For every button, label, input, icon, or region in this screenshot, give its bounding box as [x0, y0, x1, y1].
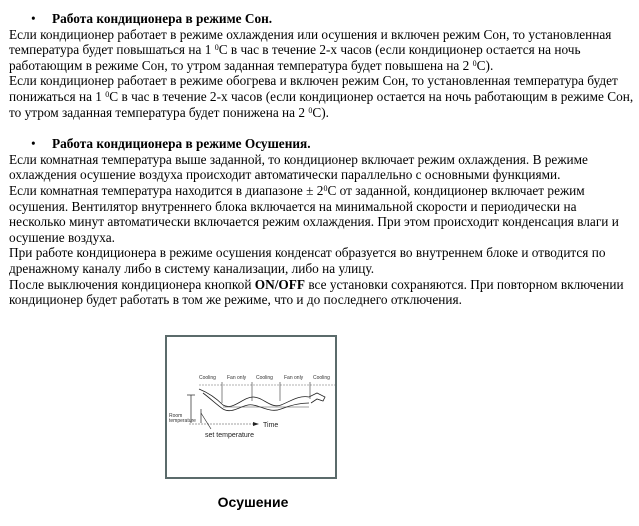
arrow-icon	[253, 422, 259, 426]
phase-label: Cooling	[256, 375, 273, 381]
on-off-label: ON/OFF	[254, 276, 305, 292]
phase-label: Cooling	[313, 375, 330, 381]
heading-text: Работа кондиционера в режиме Осушения.	[52, 136, 311, 152]
phase-label: Cooling	[199, 375, 216, 381]
paragraph-dry-4: После выключения кондиционера кнопкой ON/OFF все установки сохраняются. При повторном включении кондиционер будет работать в том же режиме, что и до последнего отключения.	[9, 276, 624, 308]
bullet-icon: •	[31, 11, 36, 26]
paragraph-sleep-cooling: Если кондиционер работает в режиме охлаждения или осушения и включен режим Сон, то установленная температура будет повышаться на 1 $^0$C в час в течение 2-х часов (если кондиционер остается на ночь работающим в режиме Сон, то утром заданная температура будет повышена на 2 $^0$C).	[9, 26, 612, 73]
y-label: Room	[169, 413, 183, 419]
bullet-icon: •	[31, 136, 36, 152]
figure-caption: Осушение	[217, 494, 289, 510]
y-label: temperature	[169, 418, 196, 424]
annotation-pointer	[201, 413, 211, 429]
section-heading-sleep	[9, 11, 634, 27]
dry-mode-diagram	[165, 335, 337, 479]
diagram-svg	[167, 337, 337, 479]
annotation-label: set temperature	[205, 432, 255, 439]
phase-label: Fan only	[284, 375, 304, 381]
paragraph-sleep-heating: Если кондиционер работает в режиме обогрева и включен режим Сон, то установленная температура будет понижаться на 1 $^0$C в час в течение 2-х часов (если кондиционер остается на ночь работающим в режиме Сон, то утром заданная температура будет понижена на 2 $^0$C).	[9, 73, 634, 120]
temperature-curve	[199, 389, 325, 406]
temperature-curve	[203, 393, 309, 411]
phase-label: Fan only	[227, 375, 247, 381]
spacer	[9, 120, 634, 136]
x-label: Time	[263, 422, 279, 429]
paragraph-dry-3: При работе кондиционера в режиме осушения конденсат образуется во внутреннем блоке и отводится по дренажному каналу либо в систему канализации, либо на улицу.	[9, 245, 606, 276]
paragraph-dry-1: Если комнатная температура выше заданной, то кондиционер включает режим охлаждения. В режиме охлаждения осушение воздуха происходит автоматически параллельно с основными функциями.	[9, 151, 588, 183]
document-body	[9, 11, 634, 308]
paragraph-dry-2: Если комнатная температура находится в диапазоне ± $2^0C$ от заданной, кондиционер включает режим осушения. Вентилятор внутреннего блока включается на минимальной скорости и периодически на несколько минут автоматически включается режим охлаждения. При этом происходит конденсация влаги и осушение воздуха.	[9, 182, 619, 245]
section-heading-dry	[9, 136, 634, 152]
heading-text: Работа кондиционера в режиме Сон.	[52, 11, 273, 26]
